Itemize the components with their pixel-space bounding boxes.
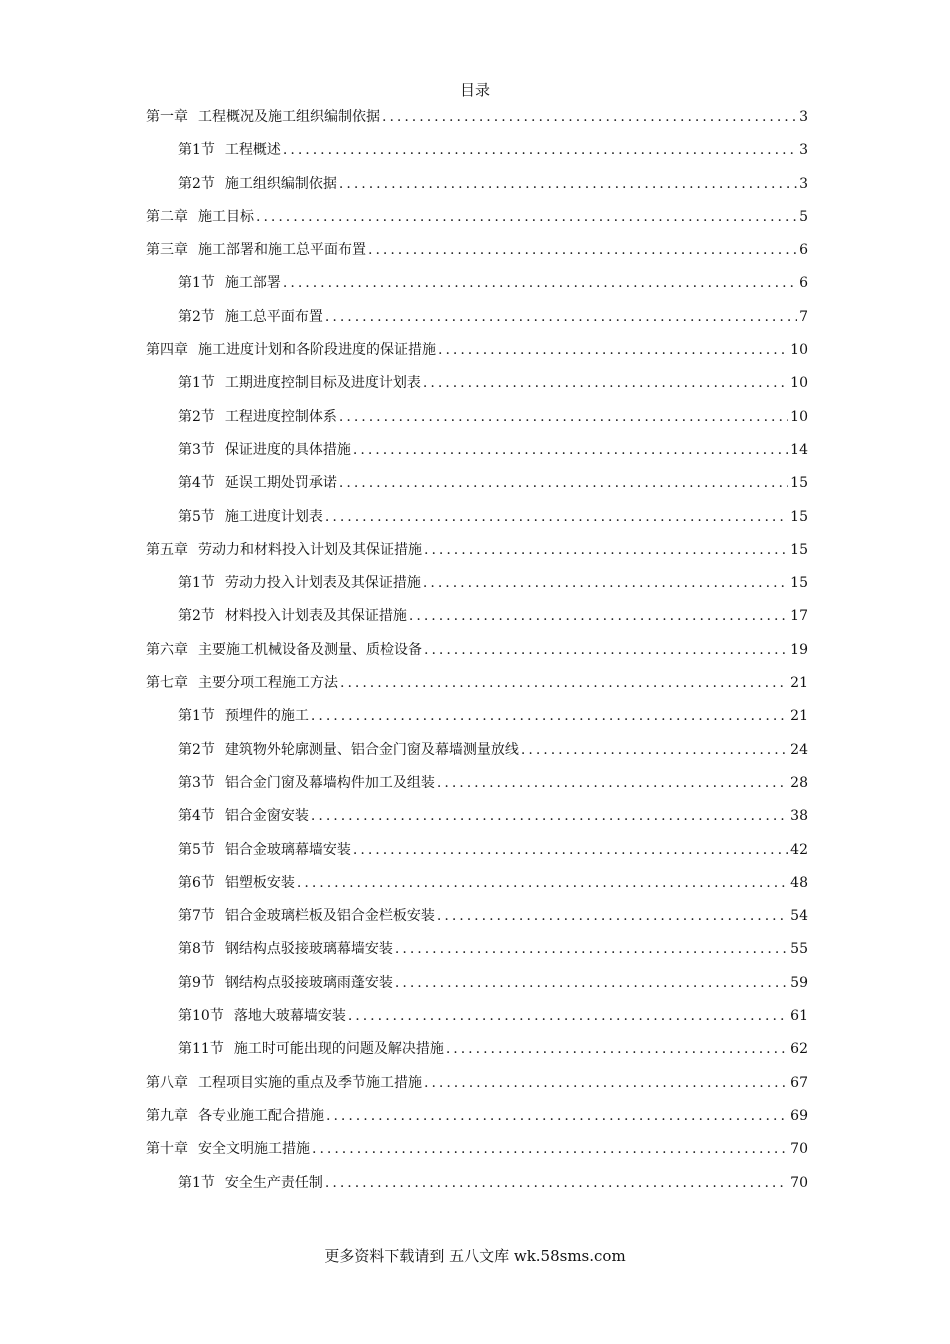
toc-page-number: 42 (790, 841, 808, 858)
toc-section-entry[interactable] (146, 571, 808, 604)
toc-entry-title: 主要分项工程施工方法 (198, 675, 338, 692)
toc-section-entry[interactable] (146, 172, 808, 205)
toc-page-number: 21 (790, 675, 808, 692)
toc-section-entry[interactable] (146, 604, 808, 637)
toc-entry-label (178, 405, 337, 429)
toc-entry-number: 第1节 (178, 1174, 215, 1191)
toc-leader-dots (326, 1104, 788, 1128)
toc-entry-title: 预埋件的施工 (224, 708, 309, 725)
toc-leader-dots (340, 671, 788, 695)
toc-page-number: 21 (790, 708, 808, 725)
toc-entry-title: 工程进度控制体系 (224, 408, 337, 425)
toc-leader-dots (521, 738, 788, 762)
toc-entry-label (178, 505, 323, 529)
toc-leader-dots (368, 238, 797, 262)
toc-list (146, 105, 808, 1204)
toc-entry-label (178, 1004, 346, 1028)
toc-leader-dots (395, 937, 788, 961)
toc-page-number: 61 (790, 1008, 808, 1025)
toc-entry-number: 第2节 (178, 741, 215, 758)
toc-chapter-entry[interactable] (146, 105, 808, 138)
toc-leader-dots (446, 1037, 788, 1061)
toc-leader-dots (353, 438, 788, 462)
toc-section-entry[interactable] (146, 138, 808, 171)
toc-leader-dots (339, 405, 788, 429)
toc-entry-title: 施工组织编制依据 (224, 175, 337, 192)
toc-leader-dots (256, 205, 797, 229)
toc-section-entry[interactable] (146, 1037, 808, 1070)
toc-section-entry[interactable] (146, 937, 808, 970)
toc-page-number: 28 (790, 774, 808, 791)
toc-leader-dots (423, 571, 788, 595)
toc-entry-number: 第1节 (178, 375, 215, 392)
toc-section-entry[interactable] (146, 704, 808, 737)
toc-page-number: 19 (790, 641, 808, 658)
toc-entry-label (146, 671, 338, 695)
toc-section-entry[interactable] (146, 1171, 808, 1204)
toc-entry-label (146, 338, 436, 362)
toc-section-entry[interactable] (146, 505, 808, 538)
toc-entry-label (178, 738, 519, 762)
toc-entry-title: 落地大玻幕墙安装 (233, 1008, 346, 1025)
toc-entry-label (178, 804, 309, 828)
toc-section-entry[interactable] (146, 804, 808, 837)
toc-entry-title: 施工时可能出现的问题及解决措施 (233, 1041, 444, 1058)
toc-leader-dots (348, 1004, 788, 1028)
toc-entry-title: 铝塑板安装 (224, 874, 295, 891)
toc-entry-number: 第五章 (146, 541, 188, 558)
toc-entry-title: 延误工期处罚承诺 (224, 475, 337, 492)
toc-entry-label (178, 604, 407, 628)
toc-entry-title: 各专业施工配合措施 (198, 1107, 324, 1124)
toc-entry-number: 第四章 (146, 342, 188, 359)
toc-page-number: 7 (799, 308, 808, 325)
toc-page-number: 3 (799, 175, 808, 192)
toc-entry-label (178, 438, 351, 462)
toc-entry-label (178, 771, 435, 795)
toc-entry-label (178, 471, 337, 495)
toc-entry-label (146, 1137, 310, 1161)
toc-entry-label (146, 205, 254, 229)
toc-entry-label (178, 1037, 444, 1061)
toc-entry-number: 第11节 (178, 1041, 224, 1058)
toc-chapter-entry[interactable] (146, 338, 808, 371)
toc-leader-dots (382, 105, 797, 129)
toc-leader-dots (325, 305, 797, 329)
toc-page-number: 17 (790, 608, 808, 625)
toc-leader-dots (424, 638, 788, 662)
toc-page-number: 55 (790, 941, 808, 958)
toc-entry-title: 安全生产责任制 (224, 1174, 323, 1191)
toc-entry-label (146, 1071, 422, 1095)
toc-page-number: 62 (790, 1041, 808, 1058)
toc-entry-number: 第2节 (178, 308, 215, 325)
toc-entry-label (146, 238, 366, 262)
toc-entry-label (178, 138, 281, 162)
toc-entry-number: 第5节 (178, 508, 215, 525)
toc-entry-number: 第十章 (146, 1141, 188, 1158)
toc-entry-title: 施工目标 (198, 208, 254, 225)
toc-page-number: 15 (790, 508, 808, 525)
toc-entry-title: 施工进度计划表 (224, 508, 323, 525)
toc-page-number: 15 (790, 541, 808, 558)
toc-leader-dots (437, 771, 788, 795)
toc-chapter-entry[interactable] (146, 238, 808, 271)
toc-entry-title: 钢结构点驳接玻璃幕墙安装 (224, 941, 393, 958)
toc-page-number: 69 (790, 1107, 808, 1124)
toc-entry-title: 建筑物外轮廓测量、铝合金门窗及幕墙测量放线 (224, 741, 519, 758)
toc-entry-title: 保证进度的具体措施 (224, 441, 351, 458)
toc-leader-dots (423, 371, 788, 395)
toc-entry-label (178, 971, 393, 995)
toc-page-number: 3 (799, 142, 808, 159)
toc-entry-title: 铝合金门窗及幕墙构件加工及组装 (224, 774, 435, 791)
toc-entry-title: 安全文明施工措施 (198, 1141, 310, 1158)
toc-entry-title: 工程项目实施的重点及季节施工措施 (198, 1074, 422, 1091)
toc-chapter-entry[interactable] (146, 638, 808, 671)
toc-section-entry[interactable] (146, 838, 808, 871)
toc-page-number: 6 (799, 242, 808, 259)
toc-section-entry[interactable] (146, 971, 808, 1004)
toc-leader-dots (424, 1071, 788, 1095)
toc-entry-title: 铝合金窗安装 (224, 808, 309, 825)
toc-page-number: 10 (790, 408, 808, 425)
toc-leader-dots (297, 871, 788, 895)
toc-page-number: 3 (799, 109, 808, 125)
toc-page-number: 48 (790, 874, 808, 891)
toc-entry-number: 第七章 (146, 675, 188, 692)
toc-chapter-entry[interactable] (146, 1071, 808, 1104)
toc-entry-title: 劳动力投入计划表及其保证措施 (224, 575, 421, 592)
toc-entry-label (178, 838, 351, 862)
toc-entry-label (178, 271, 281, 295)
toc-leader-dots (339, 471, 788, 495)
toc-section-entry[interactable] (146, 1004, 808, 1037)
toc-entry-number: 第2节 (178, 608, 215, 625)
toc-leader-dots (312, 1137, 788, 1161)
toc-entry-label (178, 904, 435, 928)
toc-entry-title: 工期进度控制目标及进度计划表 (224, 375, 421, 392)
toc-page-number: 54 (790, 908, 808, 925)
toc-entry-title: 劳动力和材料投入计划及其保证措施 (198, 541, 422, 558)
toc-page-number: 10 (790, 375, 808, 392)
toc-page-number: 24 (790, 741, 808, 758)
footer-text: 更多资料下载请到 五八文库 wk.58sms.com (324, 1247, 626, 1265)
toc-entry-label (178, 871, 295, 895)
toc-entry-label (178, 571, 421, 595)
toc-leader-dots (283, 271, 797, 295)
toc-page-number: 10 (790, 342, 808, 359)
toc-entry-title: 工程概况及施工组织编制依据 (198, 109, 380, 125)
toc-entry-label (146, 638, 422, 662)
toc-chapter-entry[interactable] (146, 1104, 808, 1137)
toc-entry-title: 施工部署和施工总平面布置 (198, 242, 366, 259)
toc-entry-number: 第1节 (178, 275, 215, 292)
toc-entry-number: 第八章 (146, 1074, 188, 1091)
toc-entry-number: 第4节 (178, 475, 215, 492)
toc-page-number: 38 (790, 808, 808, 825)
toc-entry-number: 第9节 (178, 974, 215, 991)
toc-section-entry[interactable] (146, 738, 808, 771)
toc-entry-title: 铝合金玻璃幕墙安装 (224, 841, 351, 858)
toc-entry-number: 第一章 (146, 109, 188, 125)
toc-leader-dots (325, 1171, 788, 1195)
toc-leader-dots (311, 804, 788, 828)
toc-page-number: 70 (790, 1174, 808, 1191)
toc-entry-number: 第5节 (178, 841, 215, 858)
toc-entry-number: 第3节 (178, 774, 215, 791)
toc-entry-number: 第10节 (178, 1008, 224, 1025)
toc-leader-dots (424, 538, 788, 562)
toc-entry-title: 材料投入计划表及其保证措施 (224, 608, 407, 625)
toc-entry-number: 第8节 (178, 941, 215, 958)
toc-entry-label (178, 1171, 323, 1195)
toc-section-entry[interactable] (146, 471, 808, 504)
toc-section-entry[interactable] (146, 871, 808, 904)
toc-entry-label (146, 538, 422, 562)
toc-entry-number: 第二章 (146, 208, 188, 225)
toc-chapter-entry[interactable] (146, 538, 808, 571)
toc-section-entry[interactable] (146, 271, 808, 304)
toc-section-entry[interactable] (146, 771, 808, 804)
toc-section-entry[interactable] (146, 438, 808, 471)
toc-entry-number: 第1节 (178, 708, 215, 725)
toc-entry-label (178, 371, 421, 395)
toc-section-entry[interactable] (146, 904, 808, 937)
toc-section-entry[interactable] (146, 371, 808, 404)
toc-entry-label (178, 305, 323, 329)
toc-page-number: 5 (799, 208, 808, 225)
toc-entry-title: 主要施工机械设备及测量、质检设备 (198, 641, 422, 658)
toc-entry-label (178, 172, 337, 196)
toc-page-number: 59 (790, 974, 808, 991)
toc-entry-number: 第6节 (178, 874, 215, 891)
toc-leader-dots (395, 971, 788, 995)
toc-entry-number: 第3节 (178, 441, 215, 458)
toc-leader-dots (339, 172, 797, 196)
toc-leader-dots (438, 338, 788, 362)
toc-entry-number: 第九章 (146, 1107, 188, 1124)
toc-entry-number: 第六章 (146, 641, 188, 658)
toc-entry-title: 工程概述 (224, 142, 281, 159)
toc-leader-dots (409, 604, 788, 628)
toc-section-entry[interactable] (146, 405, 808, 438)
toc-page-number: 67 (790, 1074, 808, 1091)
toc-heading: 目录 (459, 81, 490, 99)
toc-chapter-entry[interactable] (146, 671, 808, 704)
toc-entry-number: 第三章 (146, 242, 188, 259)
toc-page-number: 70 (790, 1141, 808, 1158)
toc-entry-number: 第1节 (178, 575, 215, 592)
toc-chapter-entry[interactable] (146, 205, 808, 238)
toc-entry-label (178, 704, 309, 728)
toc-entry-title: 施工进度计划和各阶段进度的保证措施 (198, 342, 436, 359)
toc-entry-number: 第1节 (178, 142, 215, 159)
toc-page-number: 14 (790, 441, 808, 458)
toc-entry-title: 铝合金玻璃栏板及铝合金栏板安装 (224, 908, 435, 925)
toc-page-number: 15 (790, 475, 808, 492)
toc-page-number: 6 (799, 275, 808, 292)
toc-entry-title: 施工总平面布置 (224, 308, 323, 325)
toc-entry-label (146, 105, 380, 129)
toc-leader-dots (311, 704, 788, 728)
toc-entry-title: 施工部署 (224, 275, 281, 292)
toc-leader-dots (437, 904, 788, 928)
toc-chapter-entry[interactable] (146, 1137, 808, 1170)
toc-leader-dots (283, 138, 797, 162)
toc-entry-number: 第2节 (178, 175, 215, 192)
toc-entry-title: 钢结构点驳接玻璃雨蓬安装 (224, 974, 393, 991)
toc-entry-label (178, 937, 393, 961)
toc-section-entry[interactable] (146, 305, 808, 338)
toc-leader-dots (325, 505, 788, 529)
toc-leader-dots (353, 838, 788, 862)
toc-entry-number: 第2节 (178, 408, 215, 425)
toc-entry-number: 第7节 (178, 908, 215, 925)
toc-page-number: 15 (790, 575, 808, 592)
toc-entry-label (146, 1104, 324, 1128)
toc-entry-number: 第4节 (178, 808, 215, 825)
